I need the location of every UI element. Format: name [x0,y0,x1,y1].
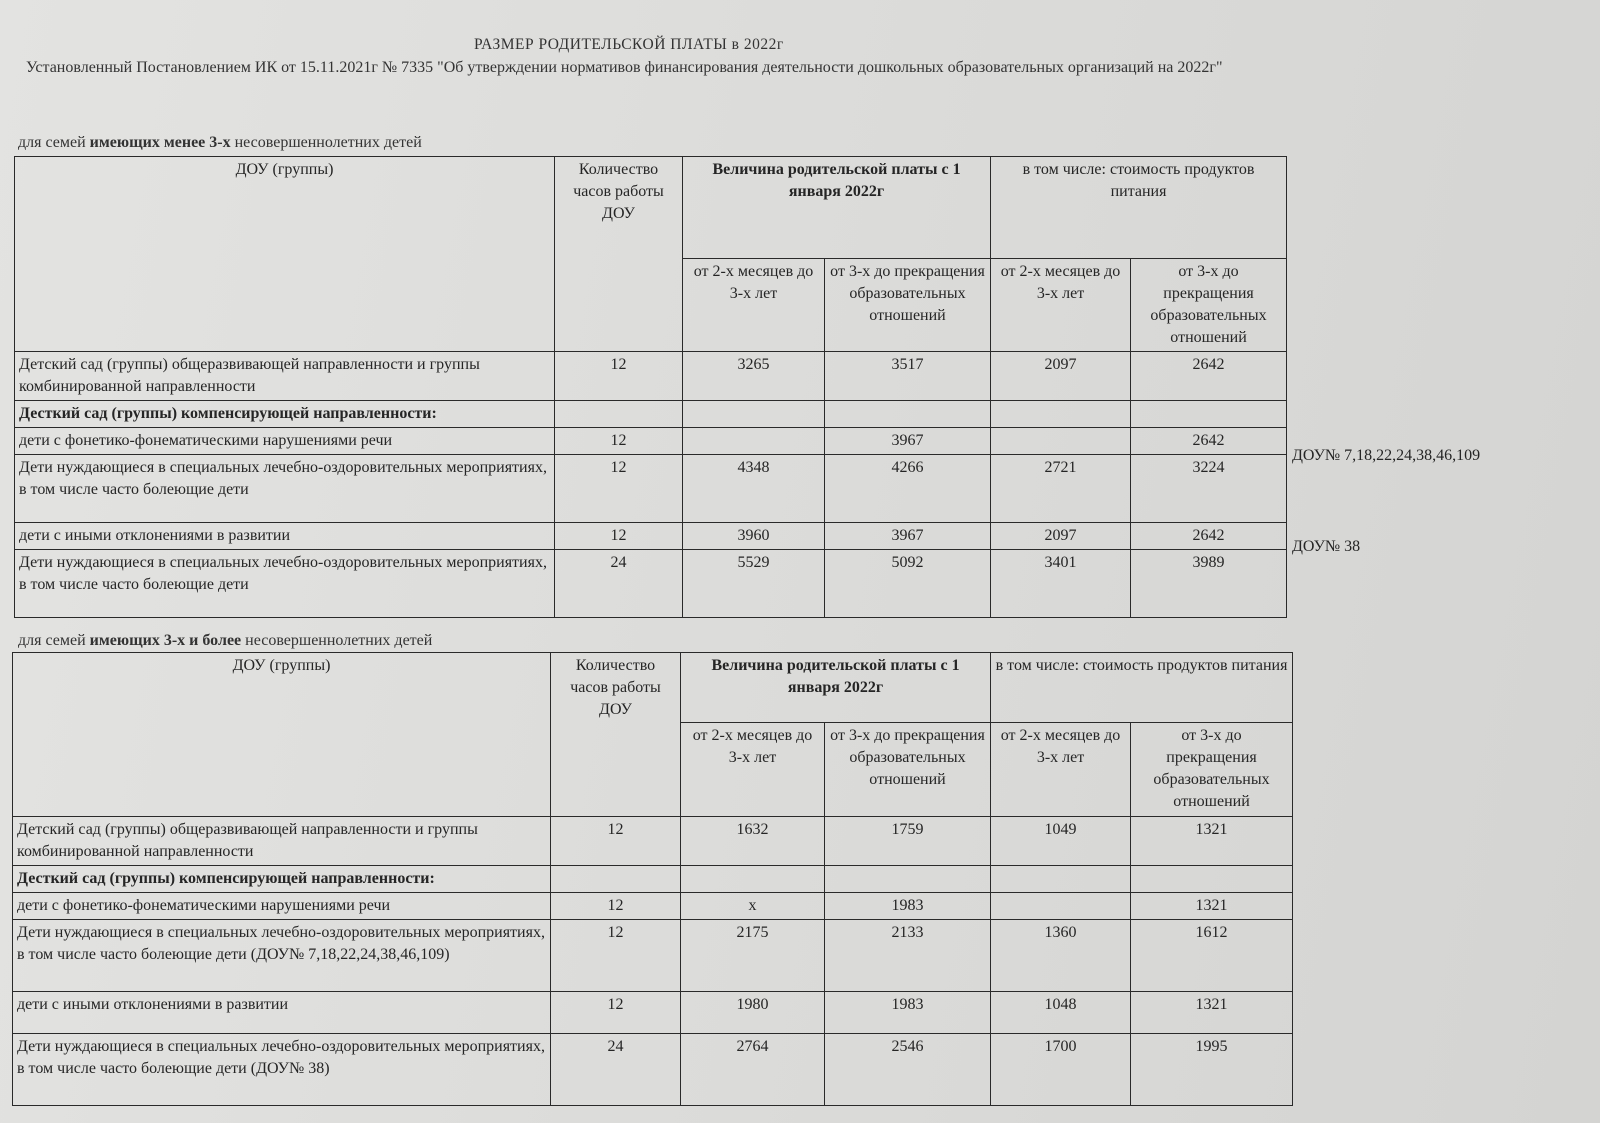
row-name: Дети нуждающиеся в специальных лечебно-оздоровительных мероприятиях, в том числе часто болеющие дети (ДОУ№ 7,18,22,24,38,46,109) [13,920,551,992]
row-fee-age2 [825,401,991,428]
header-group: ДОУ (группы) [15,157,555,352]
row-hours: 12 [555,523,683,550]
table-row [13,866,1293,893]
fee-table-1 [14,156,1287,618]
header-food: в том числе: стоимость продуктов питания [991,653,1293,723]
row-fee-age1 [683,428,825,455]
row-fee-age2: 1983 [825,893,991,920]
table-row [13,920,1293,992]
row-name: Дети нуждающиеся в специальных лечебно-оздоровительных мероприятиях, в том числе часто болеющие дети [15,455,555,523]
row-food-age2: 1321 [1131,992,1293,1034]
table-row [13,893,1293,920]
row-fee-age2: 3967 [825,523,991,550]
row-fee-age1: х [681,893,825,920]
row-food-age2: 1321 [1131,817,1293,866]
row-food-age1: 1700 [991,1034,1131,1106]
header-fee-age1: от 2-х месяцев до 3-х лет [681,723,825,817]
header-food-age1: от 2-х месяцев до 3-х лет [991,259,1131,352]
fee-table-2 [12,652,1293,1106]
header-fee-age2: от 3-х до прекращения образовательных отношений [825,723,991,817]
row-fee-age2: 3967 [825,428,991,455]
table-row [15,401,1287,428]
row-name: Десткий сад (группы) компенсирующей направленности: [13,866,551,893]
row-hours [551,866,681,893]
table-row [15,352,1287,401]
header-food-age1: от 2-х месяцев до 3-х лет [991,723,1131,817]
row-fee-age2: 2133 [825,920,991,992]
row-food-age1: 1048 [991,992,1131,1034]
row-food-age1 [991,866,1131,893]
row-food-age2: 1612 [1131,920,1293,992]
row-name: дети с фонетико-фонематическими нарушениями речи [13,893,551,920]
table-row [15,428,1287,455]
row-hours: 12 [555,428,683,455]
header-hours: Количество часов работы ДОУ [551,653,681,817]
row-fee-age1 [681,866,825,893]
row-food-age2: 3224 [1131,455,1287,523]
row-food-age1 [991,401,1131,428]
row-food-age1: 2097 [991,352,1131,401]
row-food-age2: 1995 [1131,1034,1293,1106]
row-food-age1 [991,893,1131,920]
header-fee: Величина родительской платы с 1 января 2022г [681,653,991,723]
row-fee-age2: 4266 [825,455,991,523]
row-fee-age1: 1980 [681,992,825,1034]
row-food-age2: 2642 [1131,428,1287,455]
row-fee-age1: 2175 [681,920,825,992]
header-fee-age1: от 2-х месяцев до 3-х лет [683,259,825,352]
table-row [15,455,1287,523]
header-hours: Количество часов работы ДОУ [555,157,683,352]
row-fee-age1 [683,401,825,428]
row-food-age1: 1049 [991,817,1131,866]
table-row [15,550,1287,618]
row-hours: 12 [555,352,683,401]
row-fee-age2: 5092 [825,550,991,618]
row-note: ДОУ№ 38 [1292,538,1361,555]
header-fee: Величина родительской платы с 1 января 2022г [683,157,991,259]
caption-bold-text: имеющих 3-х и более [89,632,242,649]
row-food-age2 [1131,401,1287,428]
header-food-age2: от 3-х до прекращения образовательных отношений [1131,259,1287,352]
header-fee-age2: от 3-х до прекращения образовательных отношений [825,259,991,352]
table-row [15,523,1287,550]
row-name: дети с фонетико-фонематическими нарушениями речи [15,428,555,455]
row-name: Детский сад (группы) общеразвивающей направленности и группы комбинированной направленности [15,352,555,401]
row-fee-age1: 3265 [683,352,825,401]
row-hours: 24 [551,1034,681,1106]
row-hours: 12 [555,455,683,523]
table1-caption [18,134,422,152]
document-title: РАЗМЕР РОДИТЕЛЬСКОЙ ПЛАТЫ в 2022г [474,36,784,53]
row-hours: 12 [551,893,681,920]
row-name: Десткий сад (группы) компенсирующей направленности: [15,401,555,428]
row-name: Дети нуждающиеся в специальных лечебно-оздоровительных мероприятиях, в том числе часто болеющие дети (ДОУ№ 38) [13,1034,551,1106]
row-food-age1: 2721 [991,455,1131,523]
table-row [13,817,1293,866]
intro-text: Установленный Постановлением ИК от 15.11.2021г № 7335 "Об утверждении нормативов финансирования деятельности дошкольных образовательных организаций на 2022г" [26,59,1223,76]
row-fee-age2 [825,866,991,893]
row-food-age2: 1321 [1131,893,1293,920]
header-food-age2: от 3-х до прекращения образовательных отношений [1131,723,1293,817]
row-fee-age2: 3517 [825,352,991,401]
caption-bold-text: имеющих менее 3-х [89,134,231,151]
table2-caption [18,632,432,650]
row-fee-age1: 2764 [681,1034,825,1106]
row-fee-age2: 2546 [825,1034,991,1106]
row-hours: 12 [551,817,681,866]
row-food-age1: 2097 [991,523,1131,550]
row-name: Дети нуждающиеся в специальных лечебно-оздоровительных мероприятиях, в том числе часто болеющие дети [15,550,555,618]
row-fee-age1: 1632 [681,817,825,866]
row-hours: 24 [555,550,683,618]
row-name: дети с иными отклонениями в развитии [15,523,555,550]
row-name: Детский сад (группы) общеразвивающей направленности и группы комбинированной направленности [13,817,551,866]
row-food-age2: 2642 [1131,523,1287,550]
header-group: ДОУ (группы) [13,653,551,817]
row-food-age2 [1131,866,1293,893]
table-row [13,992,1293,1034]
row-fee-age1: 3960 [683,523,825,550]
row-fee-age2: 1759 [825,817,991,866]
row-hours [555,401,683,428]
header-food: в том числе: стоимость продуктов питания [991,157,1287,259]
row-name: дети с иными отклонениями в развитии [13,992,551,1034]
table-row [13,1034,1293,1106]
row-food-age1 [991,428,1131,455]
caption-text: для семей [18,134,90,151]
row-fee-age1: 5529 [683,550,825,618]
row-fee-age1: 4348 [683,455,825,523]
row-hours: 12 [551,920,681,992]
row-hours: 12 [551,992,681,1034]
row-food-age1: 1360 [991,920,1131,992]
caption-text: несовершеннолетних детей [230,134,422,151]
caption-text: несовершеннолетних детей [241,632,433,649]
row-food-age2: 3989 [1131,550,1287,618]
caption-text: для семей [18,632,90,649]
row-food-age1: 3401 [991,550,1131,618]
row-fee-age2: 1983 [825,992,991,1034]
row-food-age2: 2642 [1131,352,1287,401]
row-note: ДОУ№ 7,18,22,24,38,46,109 [1292,447,1481,464]
